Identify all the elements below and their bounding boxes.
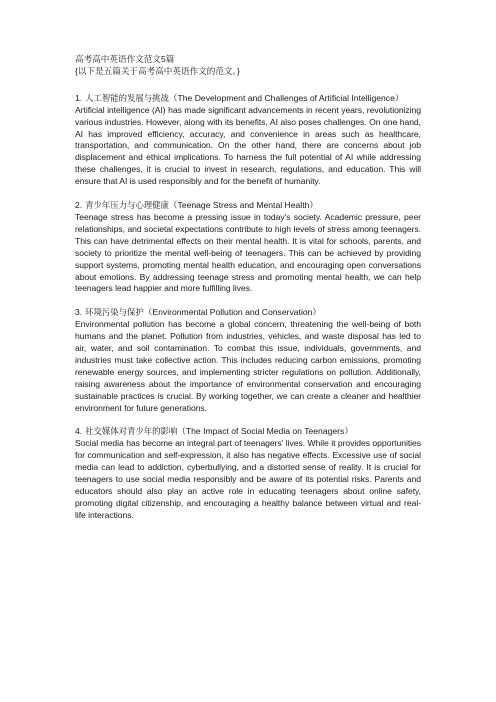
essay-title-en: （Environmental Pollution and Conservation）	[143, 307, 322, 318]
essay-number: 4.	[75, 426, 83, 437]
essay-title-en: （Teenage Stress and Mental Health）	[168, 200, 318, 211]
essay-title-en: （The Impact of Social Media on Teenagers）	[177, 426, 353, 437]
essay-body: Teenage stress has become a pressing issue in today's society. Academic pressure, peer relationships, and societal expectations contribute to high levels of stress among teenagers. This can have detrimental effects on their mental health. It is vital for schools, parents, and society to prioritize the mental well-being of teenagers. This can be achieved by providing support systems, promoting mental health education, and encouraging open conversations about emotions. By addressing teenage stress and promoting mental health, we can help teenagers lead happier and more fulfilling lives.	[75, 211, 421, 294]
essay-heading	[75, 307, 421, 319]
essay-heading	[75, 93, 421, 105]
essay-title-zh: 人工智能的发展与挑战	[85, 92, 169, 103]
document-page	[75, 54, 421, 534]
essay-heading	[75, 200, 421, 212]
essay-title-zh: 社交媒体对青少年的影响	[85, 426, 178, 437]
essay-1	[75, 93, 421, 188]
essay-title-zh: 青少年压力与心理健康	[85, 200, 169, 211]
document-intro: {以下是五篇关于高考高中英语作文的范文。}	[75, 65, 240, 76]
essay-2	[75, 200, 421, 295]
document-title: 高考高中英语作文范文5篇	[75, 54, 175, 64]
essay-body: Artificial intelligence (AI) has made significant advancements in recent years, revolutionizing various industries. However, along with its benefits, AI also poses challenges. On one hand, AI has improved efficiency, accuracy, and convenience in areas such as healthcare, transportation, and communication. On the other hand, there are concerns about job displacement and ethical implications. To harness the full potential of AI while addressing these challenges, it is crucial to invest in research, regulations, and education. This will ensure that AI is used responsibly and for the benefit of humanity.	[75, 104, 421, 187]
essay-number: 2.	[75, 200, 83, 211]
essay-number: 3.	[75, 307, 83, 318]
essay-4	[75, 426, 421, 521]
essay-title-zh: 环境污染与保护	[85, 307, 144, 318]
essay-3	[75, 307, 421, 414]
essay-heading	[75, 426, 421, 438]
essay-number: 1.	[75, 92, 83, 103]
essay-body: Environmental pollution has become a global concern, threatening the well-being of both humans and the planet. Pollution from industries, vehicles, and waste disposal has led to air, water, and soil contamination. To combat this issue, individuals, governments, and industries must take collective action. This includes reducing carbon emissions, promoting renewable energy sources, and implementing stricter regulations on pollution. Additionally, raising awareness about the importance of environmental conservation and encouraging sustainable practices is crucial. By working together, we can create a cleaner and healthier environment for future generations.	[75, 319, 421, 413]
essay-body: Social media has become an integral part of teenagers' lives. While it provides opportunities for communication and self-expression, it also has negative effects. Excessive use of social media can lead to addiction, cyberbullying, and a distorted sense of reality. It is crucial for teenagers to use social media responsibly and be aware of its potential risks. Parents and educators should also play an active role in educating teenagers about online safety, promoting digital citizenship, and encouraging a healthy balance between virtual and real-life interactions.	[75, 438, 421, 520]
essay-title-en: （The Development and Challenges of Artificial Intelligence）	[168, 92, 404, 103]
